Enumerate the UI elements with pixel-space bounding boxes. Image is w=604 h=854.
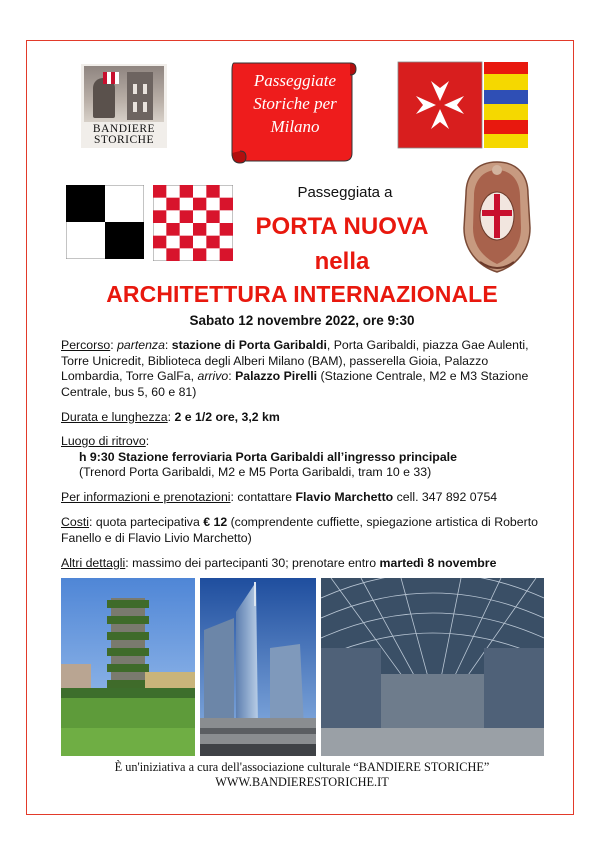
logo-text-line-2: STORICHE [93, 134, 155, 146]
percorso-section: Percorso: partenza: stazione di Porta Garibaldi, Porta Garibaldi, piazza Gae Aulenti, Torre Unicredit, Biblioteca degli Alberi Milano (BAM), passerella Gioia, Palazzo Lombardia, Torre GalFa, arrivo: Palazzo Pirelli (Stazione Centrale, M2 e M3 Stazione Centrale, bus 5, 60 e 81) [61, 338, 529, 399]
event-intro: Passeggiata a [297, 184, 393, 201]
striped-flag-icon [484, 62, 528, 148]
checker-square [180, 210, 193, 223]
durata-label: Durata e lunghezza [61, 410, 168, 424]
photo-torre-unicredit [200, 578, 316, 756]
info-contact: Flavio Marchetto [295, 490, 394, 504]
info-phone: cell. 347 892 0754 [396, 490, 498, 504]
scroll-title-line-2: Storiche per [253, 94, 337, 113]
info-label: Per informazioni e prenotazioni [61, 490, 231, 504]
checker-square [206, 185, 219, 198]
checker-square [180, 236, 193, 249]
ritrovo-section: Luogo di ritrovo: h 9:30 Stazione ferroviaria Porta Garibaldi all’ingresso principale (Trenord Porta Garibaldi, M2 e M5 Porta Garibaldi, tram 10 e 33) [61, 434, 551, 481]
footer-website-link[interactable]: WWW.BANDIERESTORICHE.IT [215, 775, 389, 789]
route-text: , Porta Garibaldi, piazza Gae Aulenti, Torre Unicredit, Biblioteca degli Alberi Milano (BAM), passerella Gioia, Palazzo Lombardia, Torre GalFa, [61, 338, 529, 383]
logo-figure-icon [93, 78, 115, 118]
arrivo-note: (Stazione Centrale, M2 e M3 Stazione Centrale, bus 5, 60 e 81) [61, 369, 529, 399]
percorso-label: Percorso [61, 338, 111, 352]
costi-section: Costi: quota partecipativa € 12 (comprendente cuffiette, spiegazione artistica di Roberto Fanello e di Flavio Livio Marchetto) [61, 515, 538, 545]
bandiere-storiche-logo [81, 64, 167, 148]
scroll-title-line-3: Milano [270, 117, 320, 136]
altri-section: Altri dettagli: massimo dei partecipanti 30; prenotare entro martedì 8 novembre [61, 556, 497, 570]
logo-flag-icon [103, 72, 119, 84]
milan-crest-icon [456, 158, 538, 276]
durata-section: Durata e lunghezza: 2 e 1/2 ore, 3,2 km [61, 410, 280, 424]
checker-square [166, 248, 179, 261]
event-title-line-2: nella [314, 248, 370, 275]
ritrovo-label: Luogo di ritrovo [61, 434, 146, 448]
info-text: contattare [237, 490, 293, 504]
partenza-value: stazione di Porta Garibaldi [171, 338, 327, 352]
scroll-title-line-1: Passeggiate [253, 71, 337, 90]
arrivo-label: arrivo [197, 369, 229, 383]
costi-label: Costi [61, 515, 90, 529]
red-white-checkered-flag-icon [153, 185, 233, 261]
costi-amount: € 12 [203, 515, 228, 529]
flag-group [397, 61, 529, 149]
costi-note: (comprendente cuffiette, spiegazione artistica di Roberto Fanello e di Flavio Livio Marchetto) [61, 515, 538, 545]
checker-square [153, 185, 166, 198]
checker-square [220, 198, 233, 211]
checker-square [220, 248, 233, 261]
ritrovo-note: (Trenord Porta Garibaldi, M2 e M5 Porta Garibaldi, tram 10 e 33) [79, 465, 432, 479]
checker-square [193, 248, 206, 261]
logo-text-line-1: BANDIERE [92, 123, 156, 135]
ritrovo-value: h 9:30 Stazione ferroviaria Porta Garibaldi all’ingresso principale [79, 449, 457, 464]
partenza-label: partenza [117, 338, 165, 352]
event-title-line-1: PORTA NUOVA [255, 213, 429, 240]
checker-square [193, 223, 206, 236]
checker-square [206, 236, 219, 249]
info-section: Per informazioni e prenotazioni: contattare Flavio Marchetto cell. 347 892 0754 [61, 490, 498, 504]
checker-square [166, 223, 179, 236]
photo-palazzo-lombardia [321, 578, 544, 756]
checker-square [153, 210, 166, 223]
logo-tower-icon [127, 72, 153, 120]
altri-deadline: martedì 8 novembre [379, 556, 497, 570]
event-date: Sabato 12 novembre 2022, ore 9:30 [189, 313, 415, 328]
altri-label: Altri dettagli [61, 556, 126, 570]
scroll-title [236, 69, 354, 138]
costi-text: quota partecipativa [95, 515, 200, 529]
arrivo-value: Palazzo Pirelli [235, 369, 318, 383]
checker-square [193, 198, 206, 211]
altri-text: massimo dei partecipanti 30; prenotare entro [132, 556, 377, 570]
title-scroll-banner [228, 57, 357, 167]
checker-square [206, 210, 219, 223]
checker-square [166, 198, 179, 211]
photo-bosco-verticale [61, 578, 195, 756]
maltese-cross-flag-icon [398, 62, 482, 148]
durata-value: 2 e 1/2 ore, 3,2 km [174, 410, 280, 424]
event-title-line-3: ARCHITETTURA INTERNAZIONALE [106, 281, 498, 307]
checker-square [180, 185, 193, 198]
checker-square [153, 236, 166, 249]
black-white-quartered-flag-icon [66, 185, 144, 259]
checker-square [220, 223, 233, 236]
footer-line-1: È un'iniziativa a cura dell'associazione culturale “BANDIERE STORICHE” [114, 760, 490, 774]
logo-text [81, 124, 167, 146]
